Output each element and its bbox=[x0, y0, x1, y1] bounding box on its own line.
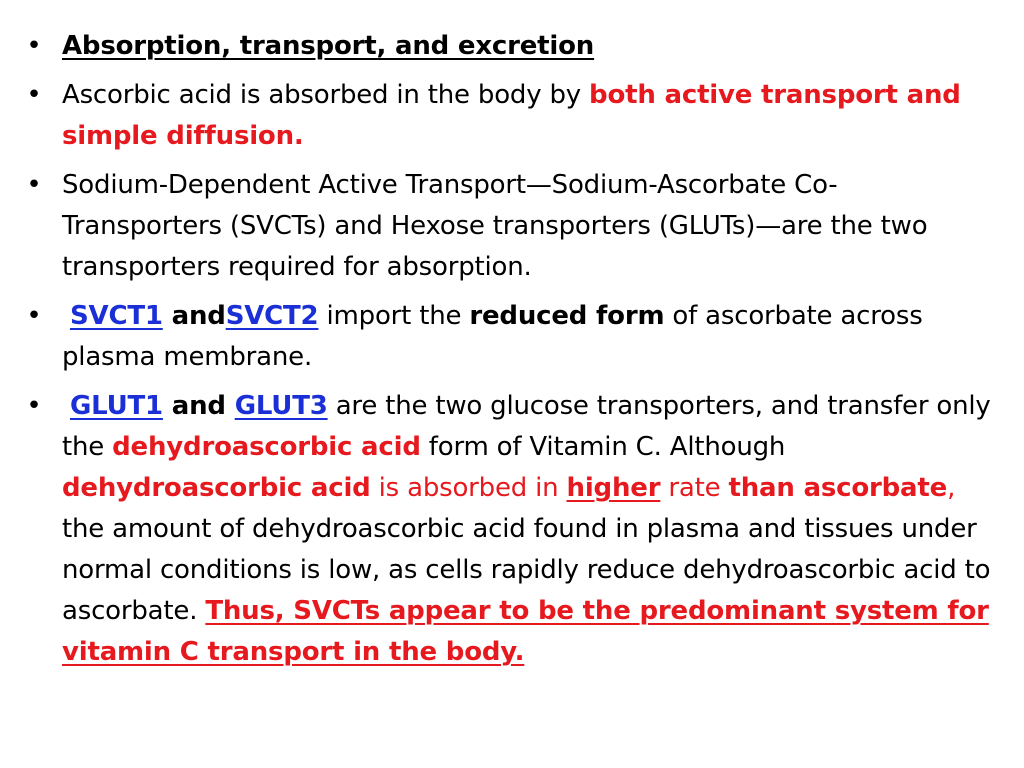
highlight-text: dehydroascorbic acid bbox=[62, 473, 371, 503]
glut1-link[interactable]: GLUT1 bbox=[70, 391, 163, 421]
bullet-icon: • bbox=[26, 301, 42, 331]
red-text: is absorbed in bbox=[370, 473, 567, 503]
text-run: and bbox=[162, 391, 235, 421]
bold-text: reduced form bbox=[469, 301, 665, 331]
bullet-item-heading bbox=[24, 26, 994, 67]
text-run: form of Vitamin C. Although bbox=[420, 432, 786, 462]
bullet-item-glut bbox=[24, 386, 994, 673]
text-run: the amount of dehydroascorbic acid found in plasma and tissues under normal conditions is low, as cells rapidly reduce dehydroascorbic acid to ascorbate. bbox=[62, 514, 991, 626]
glut3-link[interactable]: GLUT3 bbox=[234, 391, 328, 421]
conclusion-text: Thus, SVCTs appear to be the predominant system for vitamin C transport in the body. bbox=[62, 596, 989, 667]
text-run: Sodium-Dependent Active Transport—Sodium-Ascorbate Co-Transporters (SVCTs) and Hexose transporters (GLUTs)—are the two transporters required for absorption. bbox=[62, 170, 928, 282]
text-run: and bbox=[162, 301, 226, 331]
highlight-underlined-text: higher bbox=[566, 473, 661, 503]
text-run: are the two glucose transporters, and transfer only the bbox=[62, 391, 991, 462]
highlight-text: than ascorbate bbox=[728, 473, 948, 503]
svct2-link[interactable]: SVCT2 bbox=[225, 301, 319, 331]
highlight-text: dehydroascorbic acid bbox=[112, 432, 421, 462]
section-heading: Absorption, transport, and excretion bbox=[62, 31, 595, 61]
bullet-item-absorption bbox=[24, 75, 994, 157]
bullet-item-transporters bbox=[24, 165, 994, 288]
bullet-icon: • bbox=[26, 170, 42, 200]
red-text: rate bbox=[660, 473, 729, 503]
text-run: Ascorbic acid is absorbed in the body by bbox=[62, 80, 590, 110]
svct1-link[interactable]: SVCT1 bbox=[70, 301, 163, 331]
bullet-icon: • bbox=[26, 80, 42, 110]
red-text: , bbox=[947, 473, 956, 503]
bullet-list bbox=[24, 26, 994, 673]
bullet-icon: • bbox=[26, 31, 42, 61]
text-run: of ascorbate across plasma membrane. bbox=[62, 301, 923, 372]
bullet-item-svct bbox=[24, 296, 994, 378]
text-run: import the bbox=[318, 301, 470, 331]
highlight-text: both active transport and simple diffusion. bbox=[62, 80, 961, 151]
bullet-icon: • bbox=[26, 391, 42, 421]
